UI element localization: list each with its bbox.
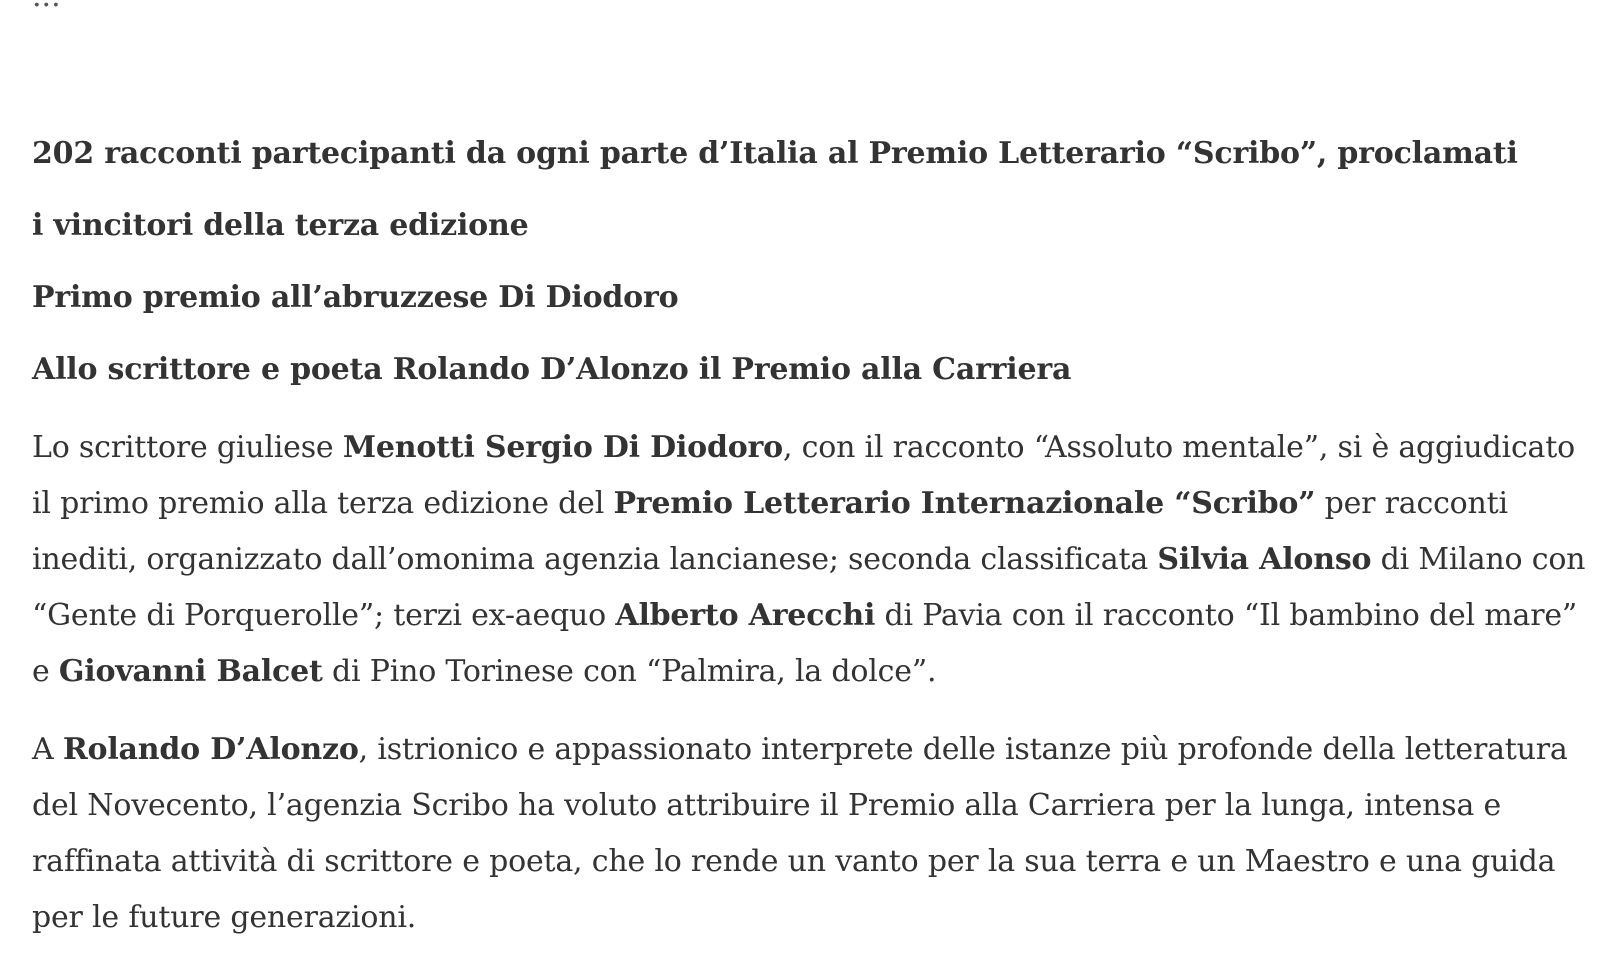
subhead-3: Primo premio all’abruzzese Di Diodoro <box>32 280 679 315</box>
second-place-name: Silvia Alonso <box>1157 542 1372 577</box>
text-run: per racconti inediti, organizzato dall’omonima agenzia lancianese; seconda classificata <box>32 486 1508 577</box>
paragraph-career-award <box>32 722 1592 946</box>
third-place-name: Giovanni Balcet <box>58 654 323 689</box>
winner-name: Menotti Sergio Di Diodoro <box>342 430 783 465</box>
text-run: , con il racconto “Assoluto mentale”, si è aggiudicato il primo premio alla terza edizione del <box>32 430 1575 521</box>
previous-text-fragment <box>32 0 61 12</box>
subhead-1: 202 racconti partecipanti da ogni parte d’Italia al Premio Letterario “Scribo”, proclamati <box>32 136 1518 171</box>
subhead-2: i vincitori della terza edizione <box>32 208 529 243</box>
text-run: di Pino Torinese con “Palmira, la dolce”. <box>322 654 937 689</box>
third-place-name: Alberto Arecchi <box>615 598 876 633</box>
paragraph-winners <box>32 420 1592 700</box>
text-run: di Milano con “Gente di Porquerolle”; terzi ex-aequo <box>32 542 1586 633</box>
prize-name: Premio Letterario Internazionale “Scribo” <box>613 486 1316 521</box>
text-run: di Pavia con il racconto “Il bambino del mare” e <box>32 598 1578 689</box>
text-run: A <box>32 732 63 767</box>
subhead-4: Allo scrittore e poeta Rolando D’Alonzo il Premio alla Carriera <box>32 352 1072 387</box>
text-run: Lo scrittore giuliese <box>32 430 343 465</box>
career-award-name: Rolando D’Alonzo <box>62 732 359 767</box>
text-run: , istrionico e appassionato interprete delle istanze più profonde della letteratura del Novecento, l’agenzia Scribo ha voluto attribuire il Premio alla Carriera per la lunga, intensa e raffinata attività di scrittore e poeta, che lo rende un vanto per la sua terra e un Maestro e una guida per le future generazioni. <box>32 732 1568 935</box>
